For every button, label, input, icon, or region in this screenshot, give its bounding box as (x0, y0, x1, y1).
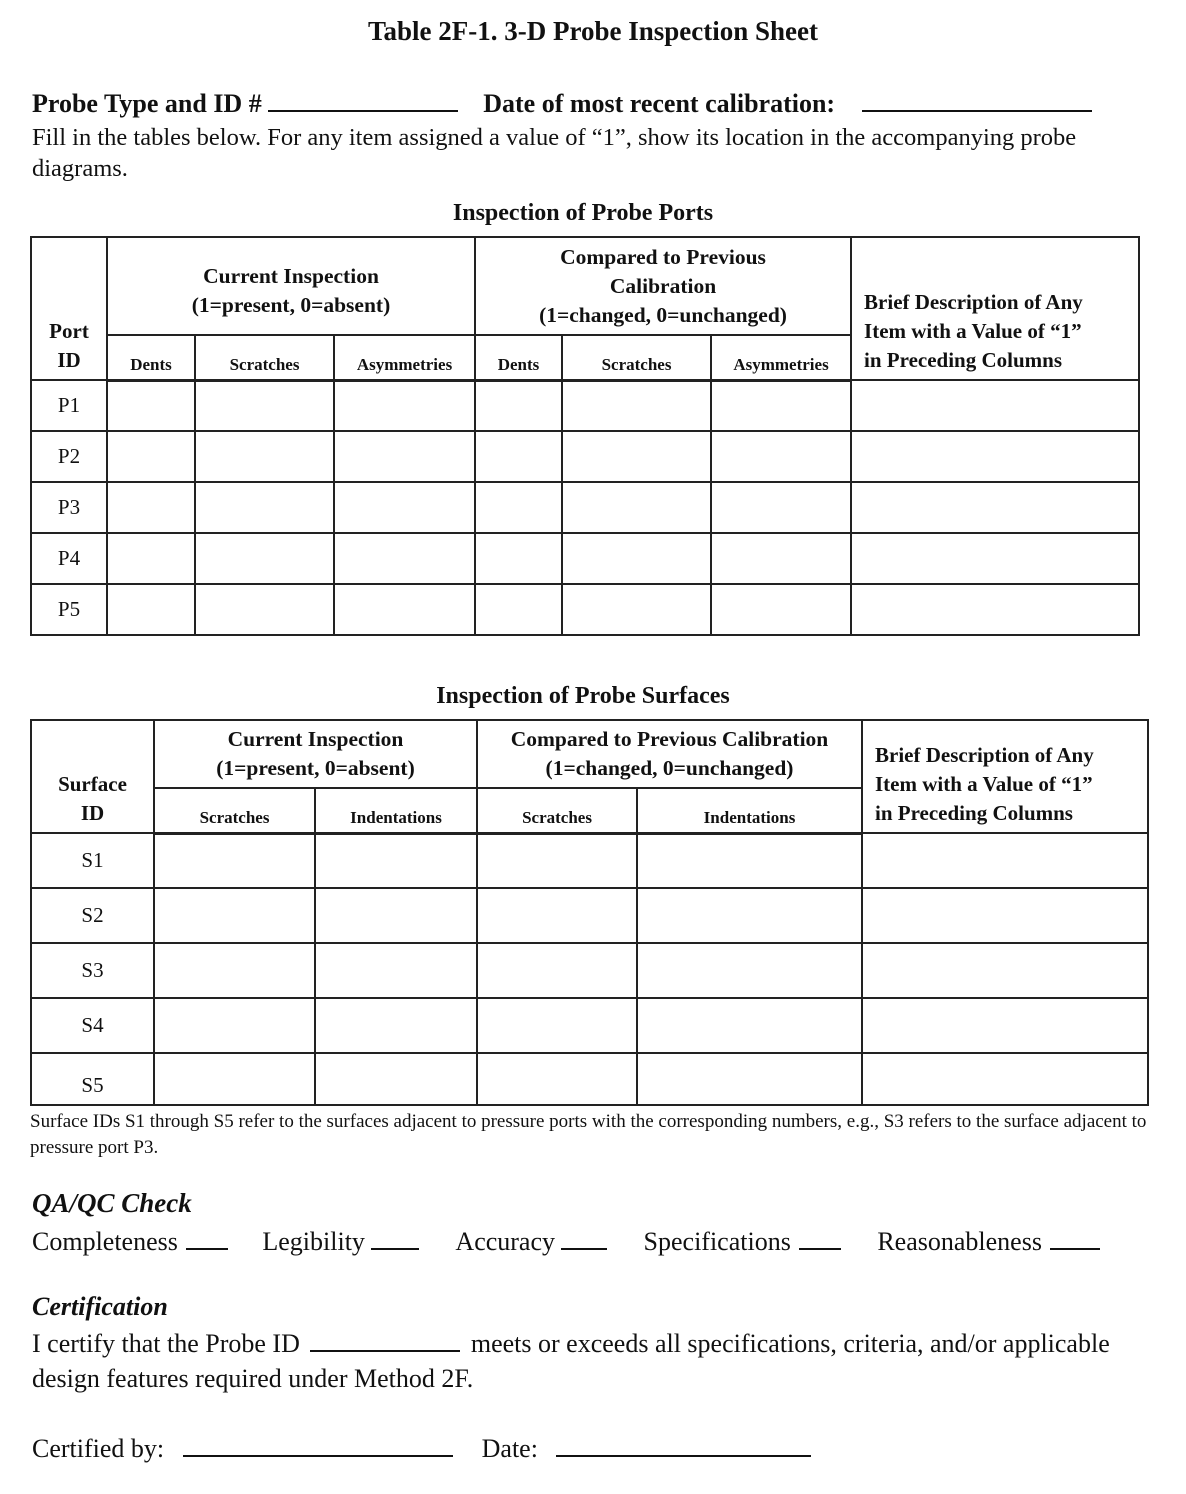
entry-cell[interactable] (637, 943, 862, 998)
page-title: Table 2F-1. 3-D Probe Inspection Sheet (367, 16, 818, 46)
entry-cell[interactable] (475, 482, 562, 533)
surface-id-cell: S3 (31, 943, 154, 998)
ports-compared-asymmetries-header: Asymmetries (711, 335, 851, 380)
ports-current-asymmetries-header: Asymmetries (334, 335, 475, 380)
qa-accuracy-label: Accuracy (455, 1227, 556, 1256)
qa-check-row (32, 1224, 1100, 1257)
entry-cell[interactable] (315, 888, 477, 943)
entry-cell[interactable] (477, 888, 637, 943)
ports-description-header: Brief Description of Any Item with a Value of “1” in Preceding Columns (851, 237, 1139, 380)
surface-id-cell: S4 (31, 998, 154, 1053)
entry-cell[interactable] (154, 833, 315, 888)
description-cell[interactable] (851, 533, 1139, 584)
table-row (31, 1053, 1148, 1105)
entry-cell[interactable] (637, 1053, 862, 1105)
table-row (31, 533, 1139, 584)
entry-cell[interactable] (711, 533, 851, 584)
surface-id-cell: S2 (31, 888, 154, 943)
description-cell[interactable] (862, 833, 1148, 888)
description-cell[interactable] (851, 584, 1139, 635)
entry-cell[interactable] (195, 533, 334, 584)
port-id-cell: P4 (31, 533, 107, 584)
table-row (31, 380, 1139, 431)
qa-legibility-label: Legibility (262, 1227, 365, 1256)
qa-accuracy-field[interactable] (561, 1224, 607, 1250)
certified-by-field[interactable] (183, 1431, 453, 1457)
entry-cell[interactable] (334, 584, 475, 635)
port-id-cell: P2 (31, 431, 107, 482)
entry-cell[interactable] (477, 833, 637, 888)
entry-cell[interactable] (315, 833, 477, 888)
table-row (31, 888, 1148, 943)
surfaces-description-header: Brief Description of Any Item with a Value of “1” in Preceding Columns (862, 720, 1148, 833)
surfaces-current-inspection-header: Current Inspection (1=present, 0=absent) (154, 720, 477, 788)
entry-cell[interactable] (195, 431, 334, 482)
probe-id-field[interactable] (268, 86, 458, 112)
qa-specifications-label: Specifications (643, 1227, 791, 1256)
surface-id-header: Surface ID (31, 720, 154, 833)
surfaces-table (30, 719, 1149, 1106)
entry-cell[interactable] (475, 380, 562, 431)
calibration-date-field[interactable] (862, 86, 1092, 112)
surfaces-compared-indentations-header: Indentations (637, 788, 862, 833)
certified-by-row (32, 1431, 811, 1464)
surfaces-table-title: Inspection of Probe Surfaces (436, 683, 730, 709)
probe-header-line (32, 86, 1092, 119)
certification-text (32, 1326, 1152, 1396)
entry-cell[interactable] (562, 431, 711, 482)
table-row (31, 482, 1139, 533)
entry-cell[interactable] (562, 584, 711, 635)
qa-check-title: QA/QC Check (32, 1188, 192, 1218)
description-cell[interactable] (851, 482, 1139, 533)
description-cell[interactable] (862, 888, 1148, 943)
certification-probe-id-field[interactable] (310, 1326, 460, 1352)
instructions: Fill in the tables below. For any item assigned a value of “1”, show its location in the accompanying probe diagrams. (32, 124, 1077, 182)
port-id-cell: P1 (31, 380, 107, 431)
entry-cell[interactable] (562, 482, 711, 533)
port-id-cell: P3 (31, 482, 107, 533)
certification-title: Certification (32, 1292, 168, 1321)
certified-by-label: Certified by: (32, 1434, 165, 1463)
entry-cell[interactable] (477, 943, 637, 998)
table-row (31, 943, 1148, 998)
qa-completeness-label: Completeness (32, 1227, 178, 1256)
table-row (31, 584, 1139, 635)
entry-cell[interactable] (107, 584, 195, 635)
entry-cell[interactable] (334, 380, 475, 431)
table-row (31, 833, 1148, 888)
probe-type-label: Probe Type and ID # (32, 89, 262, 118)
ports-current-dents-header: Dents (107, 335, 195, 380)
qa-reasonableness-label: Reasonableness (877, 1227, 1042, 1256)
entry-cell[interactable] (195, 584, 334, 635)
entry-cell[interactable] (334, 533, 475, 584)
date-label: Date: (481, 1434, 538, 1463)
entry-cell[interactable] (195, 482, 334, 533)
qa-specifications-field[interactable] (799, 1224, 841, 1250)
ports-compared-scratches-header: Scratches (562, 335, 711, 380)
certification-text-start: I certify that the Probe ID (32, 1329, 300, 1358)
table-row (31, 998, 1148, 1053)
surface-note: Surface IDs S1 through S5 refer to the surfaces adjacent to pressure ports with the corresponding numbers, e.g., S3 refers to the surface adjacent to pressure port P3. (30, 1111, 1147, 1158)
surface-id-cell: S5 (31, 1053, 154, 1105)
entry-cell[interactable] (107, 380, 195, 431)
description-cell[interactable] (862, 943, 1148, 998)
entry-cell[interactable] (477, 998, 637, 1053)
entry-cell[interactable] (637, 998, 862, 1053)
entry-cell[interactable] (477, 1053, 637, 1105)
entry-cell[interactable] (334, 431, 475, 482)
entry-cell[interactable] (475, 533, 562, 584)
entry-cell[interactable] (315, 998, 477, 1053)
ports-compared-dents-header: Dents (475, 335, 562, 380)
surface-id-cell: S1 (31, 833, 154, 888)
entry-cell[interactable] (154, 943, 315, 998)
qa-reasonableness-field[interactable] (1050, 1224, 1100, 1250)
ports-table (30, 236, 1140, 636)
surfaces-compared-header: Compared to Previous Calibration (1=changed, 0=unchanged) (477, 720, 862, 788)
entry-cell[interactable] (154, 888, 315, 943)
date-field[interactable] (556, 1431, 811, 1457)
entry-cell[interactable] (711, 380, 851, 431)
ports-current-inspection-header: Current Inspection (1=present, 0=absent) (107, 237, 475, 335)
surfaces-compared-scratches-header: Scratches (477, 788, 637, 833)
description-cell[interactable] (862, 998, 1148, 1053)
ports-compared-header: Compared to Previous Calibration (1=changed, 0=unchanged) (475, 237, 851, 335)
port-id-cell: P5 (31, 584, 107, 635)
description-cell[interactable] (851, 380, 1139, 431)
entry-cell[interactable] (637, 888, 862, 943)
surfaces-current-indentations-header: Indentations (315, 788, 477, 833)
entry-cell[interactable] (711, 482, 851, 533)
certification-text-end: meets or exceeds all specifications, criteria, and/or applicable design features required under Method 2F. (32, 1329, 1110, 1393)
entry-cell[interactable] (562, 533, 711, 584)
port-id-header: Port ID (31, 237, 107, 380)
description-cell[interactable] (862, 1053, 1148, 1105)
ports-table-title: Inspection of Probe Ports (452, 200, 714, 226)
entry-cell[interactable] (711, 584, 851, 635)
description-cell[interactable] (851, 431, 1139, 482)
entry-cell[interactable] (334, 482, 475, 533)
entry-cell[interactable] (475, 584, 562, 635)
entry-cell[interactable] (315, 1053, 477, 1105)
qa-completeness-field[interactable] (186, 1224, 228, 1250)
entry-cell[interactable] (315, 943, 477, 998)
entry-cell[interactable] (154, 1053, 315, 1105)
entry-cell[interactable] (107, 482, 195, 533)
table-row (31, 431, 1139, 482)
entry-cell[interactable] (107, 533, 195, 584)
entry-cell[interactable] (562, 380, 711, 431)
entry-cell[interactable] (107, 431, 195, 482)
surfaces-current-scratches-header: Scratches (154, 788, 315, 833)
qa-legibility-field[interactable] (371, 1224, 419, 1250)
ports-current-scratches-header: Scratches (195, 335, 334, 380)
entry-cell[interactable] (637, 833, 862, 888)
entry-cell[interactable] (475, 431, 562, 482)
calibration-date-label: Date of most recent calibration: (483, 89, 836, 118)
entry-cell[interactable] (711, 431, 851, 482)
entry-cell[interactable] (154, 998, 315, 1053)
entry-cell[interactable] (195, 380, 334, 431)
